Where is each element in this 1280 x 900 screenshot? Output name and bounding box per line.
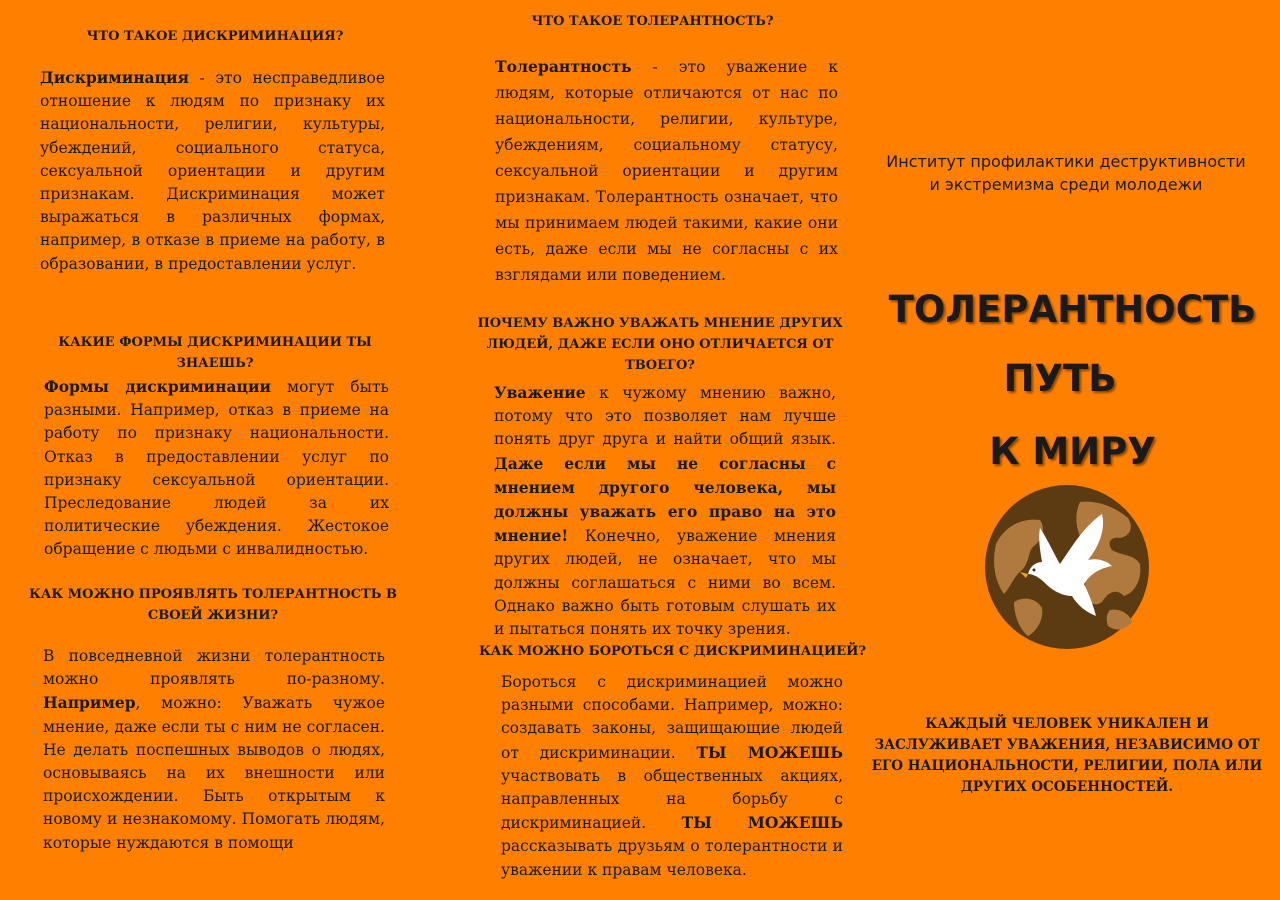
paragraph-text: могут быть разными. Например, отказ в приеме на работу по признаку национальности. Отказ в предоставлении услуг по признаку сексуальной ориентации. Преследование людей за их политические убеждения. Жестокое обращение с людьми с инвалидностью. bbox=[44, 378, 389, 559]
globe-dove-svg bbox=[984, 484, 1150, 650]
paragraph-end-dot: . bbox=[721, 266, 726, 284]
paragraph-text: участвовать в общественных акциях, направленных на борьбу с дискриминацией. bbox=[501, 766, 843, 833]
paragraph-text: Бороться с дискриминацией можно разными способами. Например, можно: создавать законы, защищающие людей от дискриминации. bbox=[501, 673, 843, 762]
term-respect: Уважение bbox=[494, 383, 586, 402]
paragraph-how-to-show-tolerance bbox=[43, 645, 385, 855]
heading-forms-of-discrimination: КАКИЕ ФОРМЫ ДИСКРИМИНАЦИИ ТЫ ЗНАЕШЬ? bbox=[58, 335, 372, 371]
paragraph-text: к чужому мнению важно, потому что это позволяет нам лучше понять друг друга и найти общий язык. bbox=[494, 384, 836, 449]
globe-dove-emblem-icon bbox=[984, 484, 1150, 650]
paragraph-what-is-discrimination bbox=[40, 66, 385, 276]
cover-title-line-1: ТОЛЕРАНТНОСТЬ bbox=[888, 288, 1257, 331]
paragraph-text: Конечно, уважение мнения других людей, не означает, что мы должны соглашаться с ними во всем. Однако важно быть готовым слушать их и пытаться понять их точку зрения. bbox=[494, 527, 836, 639]
term-tolerance: Толерантность bbox=[495, 57, 632, 76]
cover-motto: КАЖДЫЙ ЧЕЛОВЕК УНИКАЛЕН И ЗАСЛУЖИВАЕТ УВАЖЕНИЯ, НЕЗАВИСИМО ОТ ЕГО НАЦИОНАЛЬНОСТИ, РЕЛИГИИ, ПОЛА ИЛИ ДРУГИХ ОСОБЕННОСТЕЙ. bbox=[871, 716, 1263, 795]
paragraph-text: - это уважение к людям, которые отличаются от нас по национальности, религии, культуре, убеждениям, социальному статусу, сексуальной ориентации и другим признакам. Толерантность означает, что мы принимаем людей такими, какие они есть, даже если мы не согласны с их взглядами или поведением bbox=[495, 58, 838, 284]
term-for-example: Например bbox=[43, 693, 136, 713]
paragraph-text: В повседневной жизни толерантность можно проявлять по-разному. bbox=[43, 647, 385, 689]
heading-how-to-show-tolerance: КАК МОЖНО ПРОЯВЛЯТЬ ТОЛЕРАНТНОСТЬ В СВОЕЙ ЖИЗНИ? bbox=[29, 587, 397, 623]
cover-title-line-2: ПУТЬ bbox=[1003, 357, 1117, 400]
emphasis-you-can-2: ТЫ МОЖЕШЬ bbox=[681, 813, 843, 833]
paragraph-how-to-fight-discrimination bbox=[501, 671, 843, 882]
paragraph-text: - это несправедливое отношение к людям по признаку их национальности, религии, культуры, убеждений, социального статуса, сексуальной ориентации и другим признакам. Дискриминация может выражаться в различных формах, например, в отказе в приеме на работу, в образовании, в предоставлении услуг. bbox=[40, 69, 385, 273]
cover-title-line-3: К МИРУ bbox=[989, 430, 1156, 473]
paragraph-what-is-tolerance bbox=[495, 54, 838, 288]
emphasis-respect-right: Даже если мы не согласны с мнением другого человека, мы должны уважать его право на это мнение! bbox=[494, 453, 836, 546]
institute-name: Институт профилактики деструктивности и экстремизма среди молодежи bbox=[886, 152, 1246, 194]
heading-what-is-discrimination: ЧТО ТАКОЕ ДИСКРИМИНАЦИЯ? bbox=[86, 29, 344, 44]
paragraph-why-respect-opinions bbox=[494, 381, 836, 641]
heading-why-respect-opinions: ПОЧЕМУ ВАЖНО УВАЖАТЬ МНЕНИЕ ДРУГИХ ЛЮДЕЙ, ДАЖЕ ЕСЛИ ОНО ОТЛИЧАЕТСЯ ОТ ТВОЕГО? bbox=[477, 316, 843, 373]
emphasis-you-can-1: ТЫ МОЖЕШЬ bbox=[696, 742, 844, 762]
term-discrimination: Дискриминация bbox=[40, 68, 189, 87]
term-forms: Формы дискриминации bbox=[44, 377, 271, 396]
paragraph-text: , можно: Уважать чужое мнение, даже если ты с ним не согласен. Не делать поспешных выводов о людях, основываясь на их внешности или происхождении. Быть открытым к новому и незнакомому. Помогать людям, которые нуждаются в помощи bbox=[43, 694, 385, 852]
heading-how-to-fight-discrimination: КАК МОЖНО БОРОТЬСЯ С ДИСКРИМИНАЦИЕЙ? bbox=[478, 644, 867, 659]
heading-what-is-tolerance: ЧТО ТАКОЕ ТОЛЕРАНТНОСТЬ? bbox=[531, 14, 774, 29]
paragraph-text: рассказывать друзьям о толерантности и уважении к правам человека. bbox=[501, 837, 843, 879]
paragraph-forms-of-discrimination bbox=[44, 375, 389, 562]
